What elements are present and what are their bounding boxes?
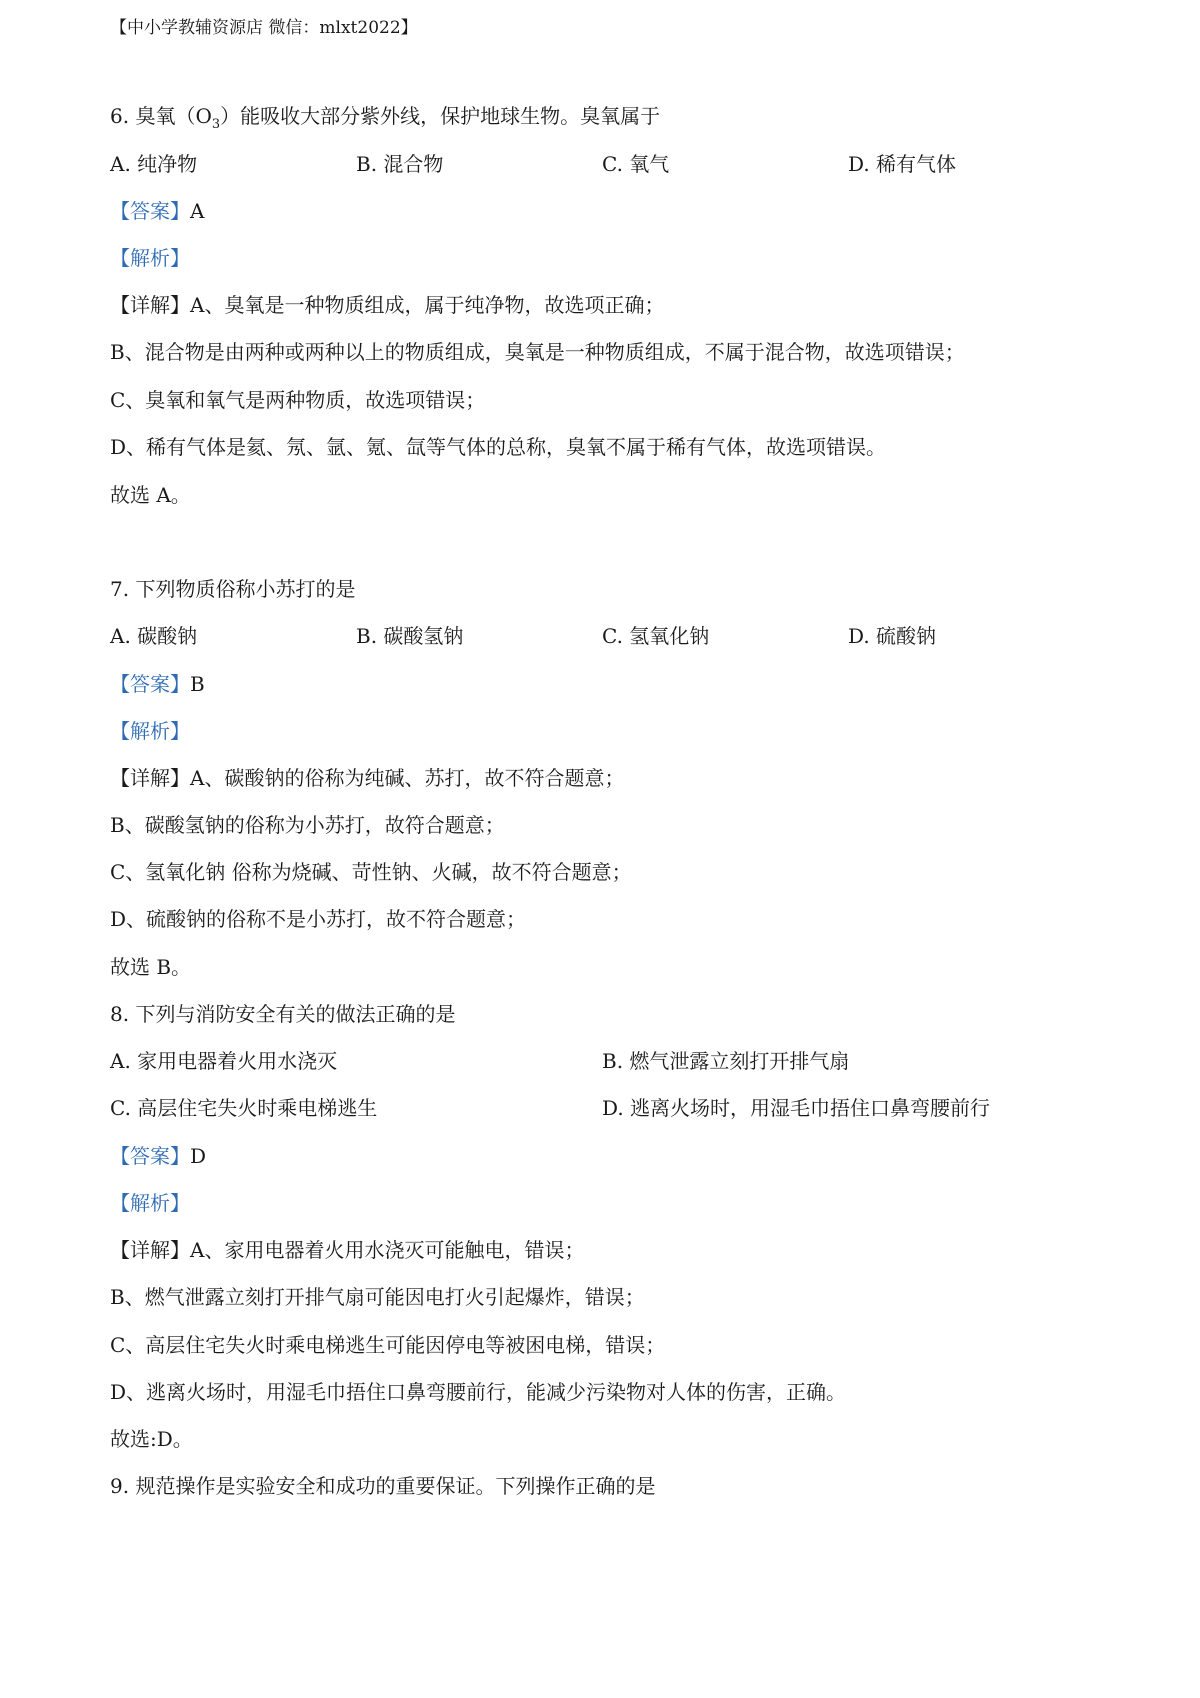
q7-detail-line: 【详解】A、碳酸钠的俗称为纯碱、苏打，故不符合题意； — [110, 766, 625, 790]
q6-conclusion: 故选 A。 — [110, 483, 191, 507]
q6-analysis-label: 【解析】 — [110, 246, 190, 270]
q7-option-a: A. 碳酸钠 — [110, 624, 198, 648]
q6-detail-line: B、混合物是由两种或两种以上的物质组成，臭氧是一种物质组成，不属于混合物，故选项错误； — [110, 340, 965, 364]
q8-option-c: C. 高层住宅失火时乘电梯逃生 — [110, 1096, 378, 1120]
q8-conclusion: 故选:D。 — [110, 1427, 193, 1451]
q6-option-a: A. 纯净物 — [110, 152, 198, 176]
q7-option-b: B. 碳酸氢钠 — [356, 624, 464, 648]
question-7-stem: 7. 下列物质俗称小苏打的是 — [110, 577, 356, 601]
q7-answer: 【答案】B — [110, 672, 205, 696]
q7-analysis-label: 【解析】 — [110, 719, 190, 743]
q6-option-c: C. 氧气 — [602, 152, 670, 176]
page-header: 【中小学教辅资源店 微信：mlxt2022】 — [110, 18, 418, 38]
q7-option-c: C. 氢氧化钠 — [602, 624, 710, 648]
q8-detail-line: B、燃气泄露立刻打开排气扇可能因电打火引起爆炸，错误； — [110, 1285, 645, 1309]
answer-label: 【答案】 — [110, 199, 190, 223]
q8-detail-line: D、逃离火场时，用湿毛巾捂住口鼻弯腰前行，能减少污染物对人体的伤害，正确。 — [110, 1380, 847, 1404]
q8-option-b: B. 燃气泄露立刻打开排气扇 — [602, 1049, 850, 1073]
q8-option-d: D. 逃离火场时，用湿毛巾捂住口鼻弯腰前行 — [602, 1096, 991, 1120]
answer-label: 【答案】 — [110, 1144, 190, 1168]
q6-detail-line: 【详解】A、臭氧是一种物质组成，属于纯净物，故选项正确； — [110, 293, 665, 317]
q6-option-b: B. 混合物 — [356, 152, 444, 176]
q7-detail-line: B、碳酸氢钠的俗称为小苏打，故符合题意； — [110, 813, 505, 837]
question-9-stem: 9. 规范操作是实验安全和成功的重要保证。下列操作正确的是 — [110, 1474, 656, 1498]
q6-option-d: D. 稀有气体 — [848, 152, 957, 176]
q8-detail-line: 【详解】A、家用电器着火用水浇灭可能触电，错误； — [110, 1238, 585, 1262]
q8-analysis-label: 【解析】 — [110, 1191, 190, 1215]
q7-detail-line: D、硫酸钠的俗称不是小苏打，故不符合题意； — [110, 907, 527, 931]
q6-detail-line: D、稀有气体是氦、氖、氩、氪、氙等气体的总称，臭氧不属于稀有气体，故选项错误。 — [110, 435, 887, 459]
q7-conclusion: 故选 B。 — [110, 955, 192, 979]
q6-detail-line: C、臭氧和氧气是两种物质，故选项错误； — [110, 388, 486, 412]
question-8-stem: 8. 下列与消防安全有关的做法正确的是 — [110, 1002, 456, 1026]
q7-detail-line: C、氢氧化钠 俗称为烧碱、苛性钠、火碱，故不符合题意； — [110, 860, 632, 884]
answer-label: 【答案】 — [110, 672, 190, 696]
q6-answer: 【答案】A — [110, 199, 205, 223]
q8-answer: 【答案】D — [110, 1144, 207, 1168]
q8-detail-line: C、高层住宅失火时乘电梯逃生可能因停电等被困电梯，错误； — [110, 1333, 666, 1357]
question-6-stem: 6. 臭氧$(O_3)$能吸收大部分紫外线，保护地球生物。臭氧属于 — [110, 104, 661, 132]
q7-option-d: D. 硫酸钠 — [848, 624, 937, 648]
q8-option-a: A. 家用电器着火用水浇灭 — [110, 1049, 338, 1073]
